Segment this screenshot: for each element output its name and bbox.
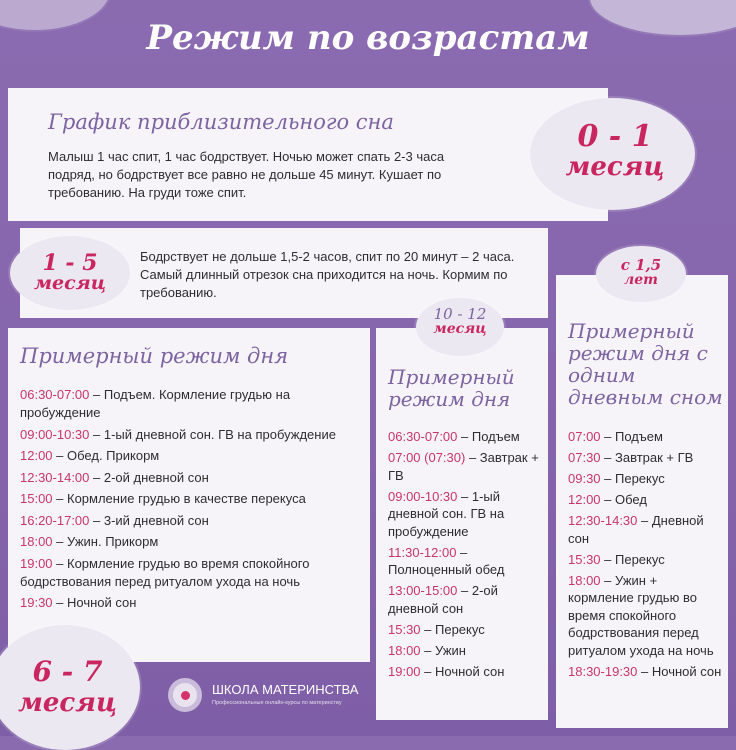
schedule-activity: – Ужин (420, 642, 466, 658)
schedule-item (388, 663, 544, 681)
schedule-time: 07:00 (07:30) (388, 450, 466, 465)
schedule-item (568, 449, 724, 467)
schedule-item (568, 491, 724, 509)
schedule-activity: – Перекус (420, 621, 485, 637)
badge-0-1: 0 - 1 месяц (565, 119, 665, 182)
schedule-item (388, 621, 544, 639)
logo: ШКОЛА МАТЕРИНСТВА Профессиональные онлайн-курсы по материнству (168, 676, 368, 716)
schedule-time: 15:30 (388, 621, 421, 637)
schedule-item (20, 512, 368, 530)
schedule-time: 12:00 (568, 492, 601, 507)
schedule-time: 19:00 (388, 663, 421, 679)
schedule-item (568, 572, 724, 660)
logo-icon (168, 678, 202, 712)
schedule-time: 15:30 (568, 551, 601, 567)
schedule-activity: – 2-ой дневной сон (388, 583, 498, 616)
schedule-item (20, 469, 368, 487)
section-1-5-years-heading: Примерный режим дня с одним дневным сном (568, 319, 723, 409)
schedule-time: 13:00-15:00 (388, 583, 458, 598)
schedule-activity: – Кормление грудью в качестве перекуса (52, 491, 306, 506)
schedule-time: 19:00 (20, 555, 53, 571)
schedule-time: 18:00 (568, 572, 601, 588)
schedule-time: 12:00 (20, 448, 53, 463)
schedule-activity: – 1-ый дневной сон. ГВ на пробуждение (388, 488, 505, 539)
schedule-activity: – Перекус (600, 471, 665, 486)
schedule-item (388, 488, 544, 541)
schedule-activity: – 2-ой дневной сон (89, 469, 209, 485)
section-1-5-years-list (568, 428, 724, 684)
schedule-activity: – Подъем (457, 429, 520, 444)
page-title: Режим по возрастам (146, 18, 590, 58)
schedule-item (388, 428, 544, 446)
badge-6-7: 6 - 7 месяц (18, 655, 117, 718)
schedule-item (388, 582, 544, 617)
schedule-time: 19:30 (20, 595, 53, 610)
badge-1-5-years: с 1,5 лет (620, 256, 662, 288)
schedule-item (388, 544, 544, 579)
schedule-activity: – Ночной сон (637, 663, 722, 679)
schedule-item (388, 642, 544, 660)
section-10-12-heading: Примерный режим дня (388, 365, 515, 411)
schedule-time: 11:30-12:00 (388, 544, 457, 560)
schedule-activity: – Завтрак + ГВ (388, 450, 539, 483)
schedule-activity: – Ночной сон (52, 595, 137, 610)
schedule-activity: – Завтрак + ГВ (600, 450, 694, 465)
schedule-item (20, 594, 368, 612)
schedule-item (20, 426, 368, 444)
schedule-activity: – Ночной сон (420, 663, 505, 679)
section-1-5-text: Бодрствует не дольше 1,5-2 часов, спит по 20 минут – 2 часа. Самый длинный отрезок сна приходится на ночь. Кормим по требованию. (140, 249, 515, 300)
schedule-item (568, 470, 724, 488)
schedule-activity: – Ужин + кормление грудью во время спокойного бодрствования перед ритуалом ухода на ночь (568, 572, 714, 658)
badge-1-5: 1 - 5 месяц (33, 250, 107, 294)
section-6-7-list (20, 386, 368, 616)
schedule-item (568, 428, 724, 446)
schedule-time: 16:20-17:00 (20, 512, 90, 528)
schedule-time: 09:30 (568, 471, 601, 486)
schedule-time: 18:00 (388, 642, 421, 658)
schedule-item (20, 555, 368, 591)
schedule-time: 09:00-10:30 (20, 426, 90, 442)
schedule-item (20, 533, 368, 551)
schedule-time: 09:00-10:30 (388, 488, 458, 504)
schedule-activity: – Обед. Прикорм (52, 448, 160, 463)
schedule-item (388, 449, 544, 484)
schedule-activity: – 1-ый дневной сон. ГВ на пробуждение (89, 426, 336, 442)
sleep-schedule-text: Малыш 1 час спит, 1 час бодрствует. Ночью может спать 2-3 часа подряд, но бодрствует все равно не дольше 45 минут. Кушает по требованию. На груди тоже спит. (48, 149, 445, 200)
schedule-item (568, 663, 724, 681)
schedule-item (20, 386, 368, 422)
sleep-schedule-heading: График приблизительного сна (48, 110, 394, 134)
schedule-activity: – Дневной сон (568, 513, 704, 546)
schedule-time: 12:30-14:30 (568, 513, 638, 528)
section-6-7-heading: Примерный режим дня (20, 344, 289, 368)
schedule-time: 06:30-07:00 (20, 387, 90, 402)
schedule-time: 18:30-19:30 (568, 663, 638, 679)
schedule-time: 07:30 (568, 450, 601, 465)
section-10-12-list (388, 428, 544, 684)
schedule-activity: – Кормление грудью во время спокойного бодрствования перед ритуалом ухода на ночь (20, 555, 310, 589)
schedule-activity: – Подъем. Кормление грудью на пробуждение (20, 387, 291, 420)
badge-10-12: 10 - 12 месяц (433, 305, 487, 337)
schedule-time: 18:00 (20, 534, 53, 549)
schedule-time: 12:30-14:00 (20, 469, 90, 485)
schedule-activity: – Подъем (600, 429, 663, 444)
schedule-item (568, 551, 724, 569)
schedule-activity: – Обед (600, 492, 647, 507)
schedule-activity: – Перекус (600, 551, 665, 567)
schedule-activity: – 3-ий дневной сон (89, 512, 209, 528)
schedule-item (20, 490, 368, 508)
schedule-time: 07:00 (568, 429, 601, 444)
schedule-activity: – Ужин. Прикорм (52, 534, 159, 549)
schedule-time: 06:30-07:00 (388, 429, 458, 444)
schedule-activity: – Полноценный обед (388, 544, 505, 577)
schedule-item (20, 447, 368, 465)
schedule-time: 15:00 (20, 491, 53, 506)
schedule-item (568, 512, 724, 547)
